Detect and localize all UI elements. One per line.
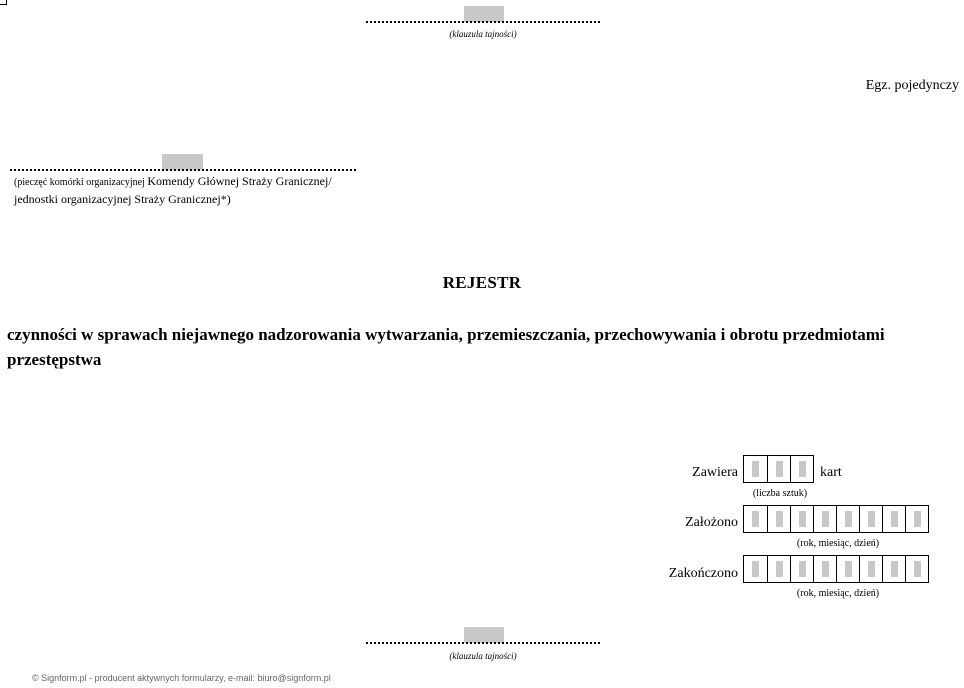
- digit-box[interactable]: [767, 456, 790, 482]
- digit-box[interactable]: [836, 556, 859, 582]
- digit-box-fill: [776, 511, 783, 527]
- digit-box[interactable]: [744, 506, 767, 532]
- stamp-caption-line2: jednostki organizacyjnej Straży Granicznej*): [14, 192, 231, 206]
- corner-mark: [0, 0, 7, 5]
- digit-box-fill: [776, 461, 783, 477]
- document-subtitle: czynności w sprawach niejawnego nadzorowania wytwarzania, przemieszczania, przechowywania i obrotu przedmiotami przestępstwa: [7, 325, 885, 369]
- digit-box-fill: [799, 511, 806, 527]
- created-label: Założono: [685, 515, 738, 530]
- digit-box[interactable]: [767, 506, 790, 532]
- digit-box-fill: [845, 561, 852, 577]
- top-classification-input[interactable]: [464, 6, 504, 22]
- stamp-line: [10, 169, 356, 171]
- digit-box-fill: [799, 461, 806, 477]
- bottom-classification-caption: (klauzula tajności): [449, 651, 517, 661]
- top-classification-line: [366, 21, 600, 23]
- stamp-caption: [14, 173, 374, 208]
- closed-label: Zakończono: [668, 566, 738, 581]
- digit-box[interactable]: [767, 556, 790, 582]
- digit-box[interactable]: [905, 556, 928, 582]
- digit-box-fill: [776, 561, 783, 577]
- digit-box-fill: [752, 561, 759, 577]
- top-classification-caption: (klauzula tajności): [449, 29, 517, 39]
- digit-box[interactable]: [882, 556, 905, 582]
- document-title: REJESTR: [442, 273, 522, 292]
- digit-box[interactable]: [813, 556, 836, 582]
- digit-box[interactable]: [859, 506, 882, 532]
- contains-hint: (liczba sztuk): [752, 488, 808, 499]
- contains-label: Zawiera: [692, 465, 738, 480]
- digit-box[interactable]: [790, 506, 813, 532]
- contains-unit: kart: [820, 465, 842, 480]
- digit-box-fill: [822, 511, 829, 527]
- digit-box[interactable]: [790, 556, 813, 582]
- digit-box[interactable]: [744, 456, 767, 482]
- bottom-classification-line: [366, 642, 600, 644]
- stamp-caption-small: (pieczęć komórki organizacyjnej: [14, 177, 148, 188]
- closed-hint: (rok, miesiąc, dzień): [796, 588, 880, 599]
- created-hint: (rok, miesiąc, dzień): [796, 538, 880, 549]
- bottom-classification-input[interactable]: [464, 627, 504, 643]
- digit-box[interactable]: [813, 506, 836, 532]
- digit-box[interactable]: [836, 506, 859, 532]
- digit-box[interactable]: [744, 556, 767, 582]
- contains-digit-boxes[interactable]: [743, 455, 814, 483]
- closed-digit-boxes[interactable]: [743, 555, 929, 583]
- digit-box[interactable]: [882, 506, 905, 532]
- digit-box-fill: [845, 511, 852, 527]
- stamp-caption-line1: [14, 173, 374, 191]
- digit-box-fill: [799, 561, 806, 577]
- stamp-caption-big: Komendy Głównej Straży Granicznej/: [147, 174, 332, 188]
- digit-box-fill: [891, 511, 898, 527]
- stamp-input[interactable]: [162, 154, 203, 170]
- copy-label: Egz. pojedynczy: [865, 78, 959, 93]
- digit-box-fill: [914, 561, 921, 577]
- digit-box-fill: [752, 461, 759, 477]
- digit-box-fill: [822, 561, 829, 577]
- digit-box[interactable]: [905, 506, 928, 532]
- digit-box-fill: [891, 561, 898, 577]
- digit-box-fill: [868, 561, 875, 577]
- signform-footer: © Signform.pl - producent aktywnych formularzy, e-mail: biuro@signform.pl: [32, 673, 331, 683]
- digit-box-fill: [868, 511, 875, 527]
- digit-box[interactable]: [790, 456, 813, 482]
- digit-box-fill: [914, 511, 921, 527]
- created-digit-boxes[interactable]: [743, 505, 929, 533]
- digit-box[interactable]: [859, 556, 882, 582]
- digit-box-fill: [752, 511, 759, 527]
